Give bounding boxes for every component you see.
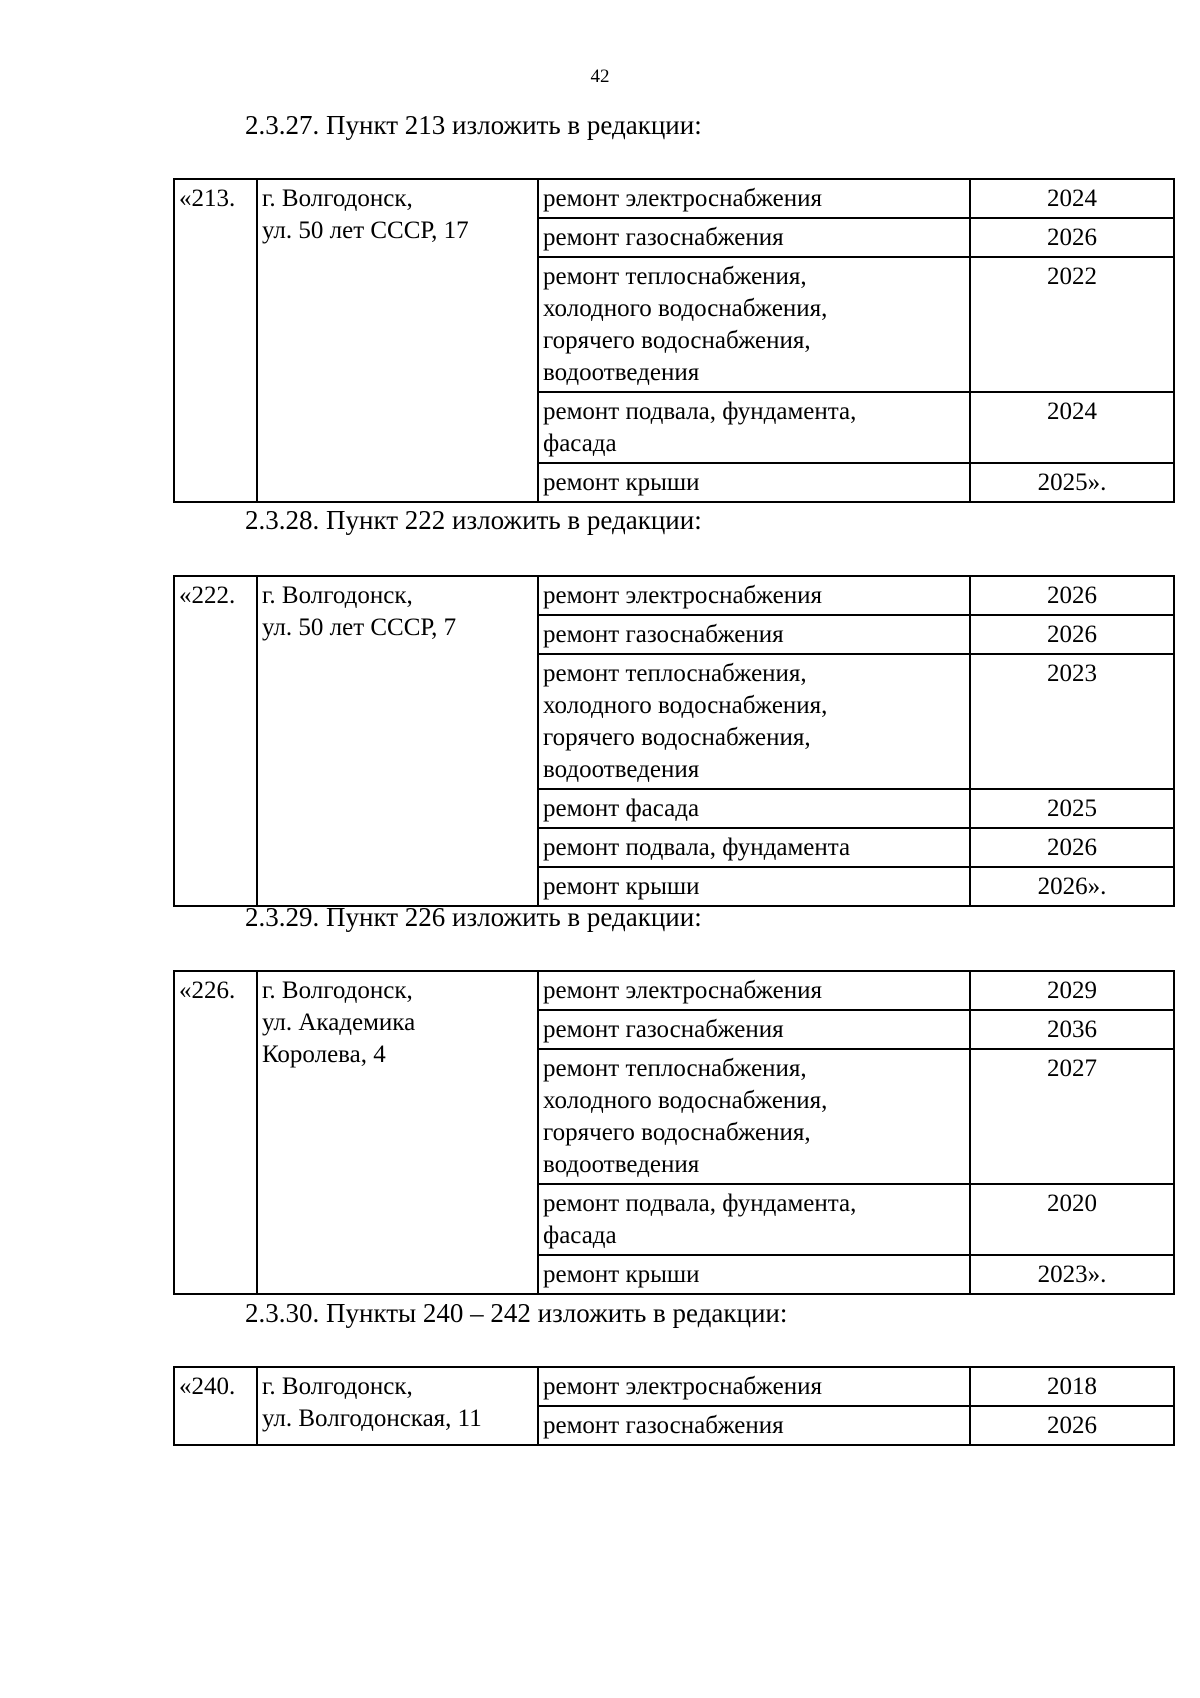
work-line: ремонт газоснабжения — [543, 224, 784, 251]
address-cell — [257, 576, 538, 906]
section-heading: 2.3.29. Пункт 226 изложить в редакции: — [245, 902, 702, 932]
work-line: фасада — [543, 430, 617, 457]
item-number: «213. — [174, 179, 257, 502]
year-cell: 2024 — [970, 392, 1174, 463]
work-line: водоотведения — [543, 1151, 700, 1178]
address-cell — [257, 1367, 538, 1445]
item-number: «240. — [174, 1367, 257, 1445]
item-number: «226. — [174, 971, 257, 1294]
table-row — [174, 179, 1174, 218]
address-line: г. Волгодонск, — [262, 185, 413, 212]
work-line: горячего водоснабжения, — [543, 327, 811, 354]
table-row — [174, 971, 1174, 1010]
amendment-table — [173, 575, 1175, 907]
work-type-cell — [538, 615, 970, 654]
work-line: горячего водоснабжения, — [543, 724, 811, 751]
item-number: «222. — [174, 576, 257, 906]
work-line: ремонт газоснабжения — [543, 1412, 784, 1439]
section-heading: 2.3.28. Пункт 222 изложить в редакции: — [245, 505, 702, 535]
year-cell: 2022 — [970, 257, 1174, 392]
address-line: г. Волгодонск, — [262, 582, 413, 609]
year-cell: 2026 — [970, 828, 1174, 867]
work-line: ремонт подвала, фундамента — [543, 834, 851, 861]
work-line: ремонт теплоснабжения, — [543, 660, 807, 687]
year-cell: 2018 — [970, 1367, 1174, 1406]
amendment-table — [173, 178, 1175, 503]
address-line: ул. Волгодонская, 11 — [262, 1405, 482, 1432]
page-number: 42 — [590, 66, 610, 87]
work-line: ремонт электроснабжения — [543, 977, 822, 1004]
work-line: ремонт газоснабжения — [543, 1016, 784, 1043]
work-type-cell — [538, 392, 970, 463]
work-line: ремонт теплоснабжения, — [543, 263, 807, 290]
work-line: ремонт электроснабжения — [543, 582, 822, 609]
work-line: холодного водоснабжения, — [543, 1087, 828, 1114]
amendment-table — [173, 970, 1175, 1295]
work-line: ремонт крыши — [543, 873, 700, 900]
year-cell: 2026 — [970, 615, 1174, 654]
work-type-cell — [538, 1367, 970, 1406]
address-line: г. Волгодонск, — [262, 1373, 413, 1400]
work-type-cell — [538, 218, 970, 257]
work-type-cell — [538, 971, 970, 1010]
table-row — [174, 576, 1174, 615]
work-type-cell — [538, 1010, 970, 1049]
year-cell: 2023». — [970, 1255, 1174, 1294]
work-type-cell — [538, 463, 970, 502]
work-line: ремонт подвала, фундамента, — [543, 1190, 857, 1217]
work-line: водоотведения — [543, 359, 700, 386]
work-type-cell — [538, 1184, 970, 1255]
year-cell: 2036 — [970, 1010, 1174, 1049]
year-cell: 2026». — [970, 867, 1174, 906]
work-line: фасада — [543, 1222, 617, 1249]
year-cell: 2027 — [970, 1049, 1174, 1184]
year-cell: 2025 — [970, 789, 1174, 828]
section-heading: 2.3.30. Пункты 240 – 242 изложить в редакции: — [245, 1298, 788, 1328]
work-type-cell — [538, 1049, 970, 1184]
work-type-cell — [538, 867, 970, 906]
address-line: Королева, 4 — [262, 1041, 386, 1068]
work-line: горячего водоснабжения, — [543, 1119, 811, 1146]
address-line: г. Волгодонск, — [262, 977, 413, 1004]
work-line: ремонт теплоснабжения, — [543, 1055, 807, 1082]
year-cell: 2026 — [970, 218, 1174, 257]
work-line: ремонт электроснабжения — [543, 1373, 822, 1400]
work-line: ремонт подвала, фундамента, — [543, 398, 857, 425]
table-row — [174, 1367, 1174, 1406]
year-cell: 2026 — [970, 576, 1174, 615]
address-line: ул. Академика — [262, 1009, 416, 1036]
work-line: ремонт фасада — [543, 795, 700, 822]
work-line: холодного водоснабжения, — [543, 692, 828, 719]
work-type-cell — [538, 576, 970, 615]
work-line: ремонт газоснабжения — [543, 621, 784, 648]
year-cell: 2025». — [970, 463, 1174, 502]
year-cell: 2029 — [970, 971, 1174, 1010]
address-cell — [257, 179, 538, 502]
address-line: ул. 50 лет СССР, 7 — [262, 614, 457, 641]
year-cell: 2023 — [970, 654, 1174, 789]
work-line: ремонт крыши — [543, 1261, 700, 1288]
work-type-cell — [538, 654, 970, 789]
address-line: ул. 50 лет СССР, 17 — [262, 217, 469, 244]
work-line: холодного водоснабжения, — [543, 295, 828, 322]
work-line: ремонт электроснабжения — [543, 185, 822, 212]
work-type-cell — [538, 1406, 970, 1445]
work-type-cell — [538, 828, 970, 867]
address-cell — [257, 971, 538, 1294]
section-heading: 2.3.27. Пункт 213 изложить в редакции: — [245, 110, 702, 140]
year-cell: 2026 — [970, 1406, 1174, 1445]
work-line: ремонт крыши — [543, 469, 700, 496]
work-type-cell — [538, 257, 970, 392]
work-type-cell — [538, 789, 970, 828]
year-cell: 2020 — [970, 1184, 1174, 1255]
work-type-cell — [538, 179, 970, 218]
amendment-table — [173, 1366, 1175, 1446]
year-cell: 2024 — [970, 179, 1174, 218]
work-type-cell — [538, 1255, 970, 1294]
work-line: водоотведения — [543, 756, 700, 783]
